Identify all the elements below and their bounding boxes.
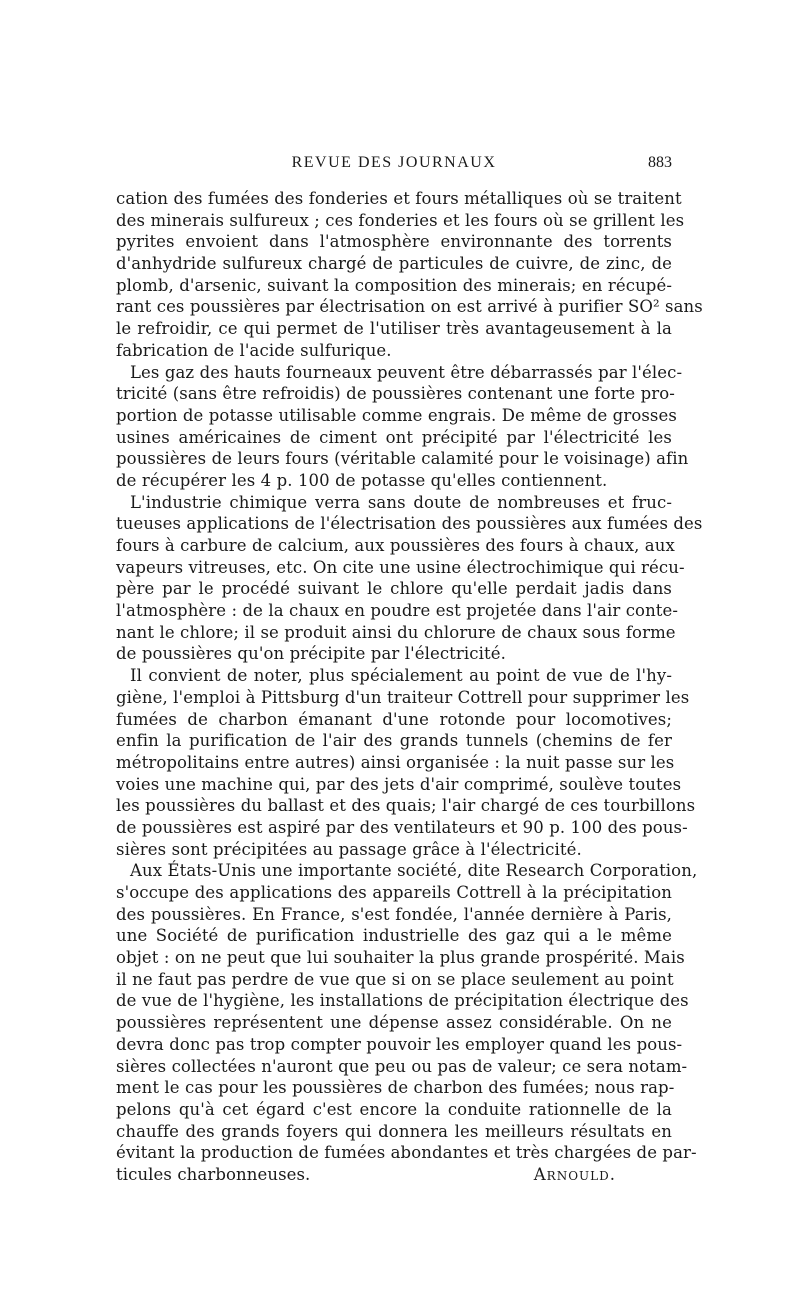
text-line: enfin la purification de l'air des grands tunnels (chemins de fer bbox=[116, 731, 672, 751]
text-line: pyrites envoient dans l'atmosphère environnante des torrents bbox=[116, 232, 672, 252]
text-line: vapeurs vitreuses, etc. On cite une usine électrochimique qui récu- bbox=[116, 557, 685, 577]
text-line: portion de potasse utilisable comme engrais. De même de grosses bbox=[116, 405, 677, 425]
text-line: de vue de l'hygiène, les installations de précipitation électrique des bbox=[116, 991, 689, 1011]
text-line: de poussières qu'on précipite par l'électricité. bbox=[116, 644, 506, 664]
text-line: fumées de charbon émanant d'une rotonde pour locomotives; bbox=[116, 709, 672, 729]
text-line: de récupérer les 4 p. 100 de potasse qu'elles contiennent. bbox=[116, 470, 608, 490]
text-line: Aux États-Unis une importante société, dite Research Corporation, bbox=[130, 861, 698, 881]
paragraph bbox=[116, 362, 689, 492]
text-line: ment le cas pour les poussières de charbon des fumées; nous rap- bbox=[116, 1078, 675, 1098]
text-line: sières sont précipitées au passage grâce à l'électricité. bbox=[116, 839, 582, 859]
text-line: fabrication de l'acide sulfurique. bbox=[116, 340, 392, 360]
text-line: l'atmosphère : de la chaux en poudre est projetée dans l'air conte- bbox=[116, 601, 679, 621]
text-line: giène, l'emploi à Pittsburg d'un traiteur Cottrell pour supprimer les bbox=[116, 687, 690, 707]
text-line: poussières représentent une dépense assez considérable. On ne bbox=[116, 1013, 672, 1033]
text-line: rant ces poussières par électrisation on est arrivé à purifier SO² sans bbox=[116, 297, 703, 317]
text-line: voies une machine qui, par des jets d'air comprimé, soulève toutes bbox=[116, 774, 682, 794]
text-line: Les gaz des hauts fourneaux peuvent être débarrassés par l'élec- bbox=[130, 362, 683, 382]
paragraph bbox=[116, 860, 698, 1185]
text-line: plomb, d'arsenic, suivant la composition des minerais; en récupé- bbox=[116, 275, 672, 295]
text-line: nant le chlore; il se produit ainsi du chlorure de chaux sous forme bbox=[116, 622, 676, 642]
text-line: le refroidir, ce qui permet de l'utiliser très avantageusement à la bbox=[116, 319, 672, 339]
text-line: évitant la production de fumées abondantes et très chargées de par- bbox=[116, 1143, 697, 1163]
text-line: d'anhydride sulfureux chargé de particules de cuivre, de zinc, de bbox=[116, 254, 672, 274]
text-line: sières collectées n'auront que peu ou pas de valeur; ce sera notam- bbox=[116, 1056, 688, 1076]
text-line: des minerais sulfureux ; ces fonderies et les fours où se grillent les bbox=[116, 210, 685, 230]
article-body bbox=[116, 188, 703, 1186]
paragraph bbox=[116, 665, 696, 860]
text-line: père par le procédé suivant le chlore qu'elle perdait jadis dans bbox=[116, 579, 672, 599]
text-line: une Société de purification industrielle des gaz qui a le même bbox=[116, 926, 672, 946]
text-line: Il convient de noter, plus spécialement au point de vue de l'hy- bbox=[130, 666, 672, 686]
text-line: des poussières. En France, s'est fondée, l'année dernière à Paris, bbox=[116, 904, 672, 924]
text-line: objet : on ne peut que lui souhaiter la plus grande prospérité. Mais bbox=[116, 948, 685, 968]
text-line: fours à carbure de calcium, aux poussières des fours à chaux, aux bbox=[116, 536, 675, 555]
text-line: de poussières est aspiré par des ventilateurs et 90 p. 100 des pous- bbox=[116, 817, 688, 837]
text-line: cation des fumées des fonderies et fours métalliques où se traitent bbox=[116, 189, 682, 208]
paragraph bbox=[116, 492, 703, 666]
text-line: chauffe des grands foyers qui donnera les meilleurs résultats en bbox=[116, 1121, 672, 1141]
text-line: devra donc pas trop compter pouvoir les employer quand les pous- bbox=[116, 1034, 683, 1054]
text-line: s'occupe des applications des appareils Cottrell à la précipitation bbox=[116, 883, 672, 902]
text-line: tricité (sans être refroidis) de poussières contenant une forte pro- bbox=[116, 384, 675, 404]
text-line: ticules charbonneuses. bbox=[116, 1164, 311, 1184]
running-header bbox=[116, 154, 672, 178]
journal-section-title: REVUE DES JOURNAUX bbox=[291, 154, 497, 171]
text-line: usines américaines de ciment ont précipité par l'électricité les bbox=[116, 427, 672, 447]
text-line: tueuses applications de l'électrisation des poussières aux fumées des bbox=[116, 514, 703, 534]
text-line: métropolitains entre autres) ainsi organisée : la nuit passe sur les bbox=[116, 752, 675, 772]
page-number: 883 bbox=[648, 154, 672, 171]
text-line: L'industrie chimique verra sans doute de nombreuses et fruc- bbox=[130, 492, 672, 512]
text-line: les poussières du ballast et des quais; l'air chargé de ces tourbillons bbox=[116, 796, 696, 816]
text-line: il ne faut pas perdre de vue que si on se place seulement au point bbox=[116, 969, 674, 989]
text-line: pelons qu'à cet égard c'est encore la conduite rationnelle de la bbox=[116, 1099, 672, 1119]
closing-line bbox=[116, 1164, 672, 1186]
paragraph bbox=[116, 188, 703, 362]
text-line: poussières de leurs fours (véritable calamité pour le voisinage) afin bbox=[116, 449, 689, 469]
author-signature: Arnould. bbox=[533, 1164, 616, 1184]
